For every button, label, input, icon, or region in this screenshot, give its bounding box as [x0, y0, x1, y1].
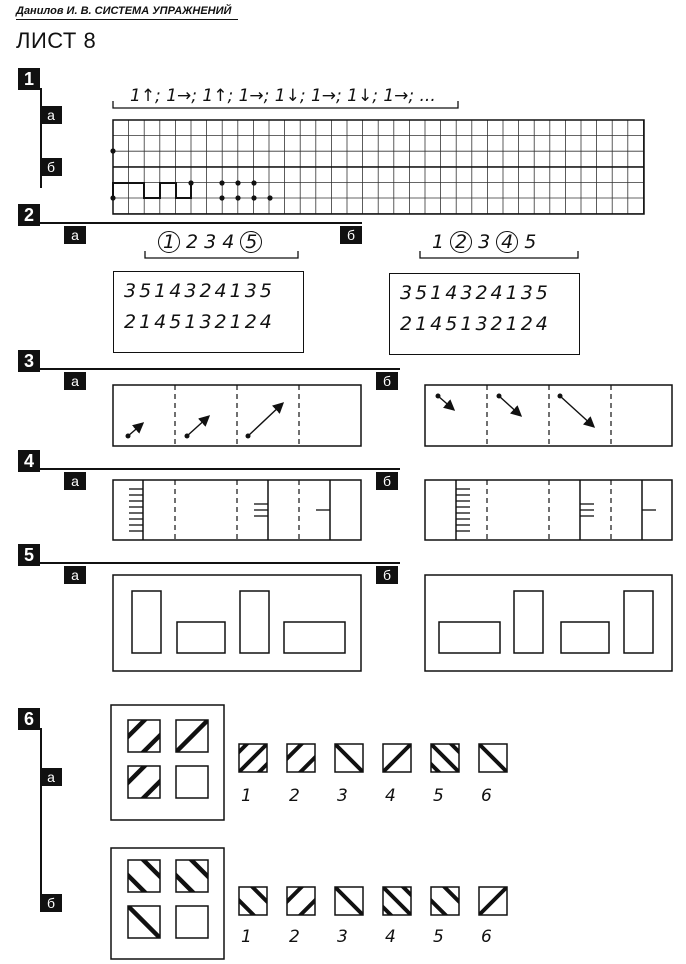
task-2-label-a: а	[64, 226, 86, 244]
digit-row-1: 3514324135	[124, 280, 275, 302]
digit-row-2: 2145132124	[124, 311, 275, 333]
sample-tile	[176, 766, 208, 798]
digit: 2	[186, 231, 199, 253]
task-4-number: 4	[18, 450, 40, 472]
task-5-rule	[40, 562, 400, 564]
answer-number: 2	[289, 786, 300, 806]
option-tile	[451, 859, 535, 943]
task-4-label-a: а	[64, 472, 86, 490]
task-4-label-b: б	[376, 472, 398, 490]
task-5-number: 5	[18, 544, 40, 566]
task-6-label-b: б	[40, 894, 62, 912]
answer-number: 5	[433, 927, 444, 947]
task-3-label-a: а	[64, 372, 86, 390]
task-1-label-b: б	[40, 158, 62, 176]
answer-number: 3	[337, 927, 348, 947]
task-5-label-b: б	[376, 566, 398, 584]
task-1-sequence: 1↑; 1→; 1↑; 1→; 1↓; 1→; 1↓; 1→; ...	[130, 86, 436, 106]
task-4-rule	[40, 468, 400, 470]
option-tile	[355, 716, 439, 800]
digit-row-2: 2145132124	[400, 313, 551, 335]
sample-tile	[176, 906, 208, 938]
task-3-rule	[40, 368, 400, 370]
task-2-a-box	[113, 271, 304, 353]
task-1-label-a: а	[40, 106, 62, 124]
option-tile	[307, 716, 391, 800]
answer-number: 5	[433, 786, 444, 806]
option-tile	[451, 716, 535, 800]
sample-tile	[136, 820, 247, 931]
sample-tile	[144, 700, 240, 784]
task-6-figures	[0, 700, 686, 964]
task-3-strips	[0, 380, 686, 450]
digit-circled: 1	[158, 231, 180, 253]
digit-circled: 5	[240, 231, 262, 253]
digit: 1	[432, 231, 445, 253]
answer-number: 6	[481, 786, 492, 806]
digit: 3	[478, 231, 491, 253]
digit-circled: 2	[450, 231, 472, 253]
answer-number: 2	[289, 927, 300, 947]
digit-row-1: 3514324135	[400, 282, 551, 304]
sheet-title: ЛИСТ 8	[16, 28, 97, 53]
task-2-rule	[40, 222, 362, 224]
task-1-number: 1	[18, 68, 40, 90]
task-2-label-b: б	[340, 226, 362, 244]
task-5-label-a: а	[64, 566, 86, 584]
task-4-strips	[0, 475, 686, 545]
answer-number: 4	[385, 786, 396, 806]
task-6-label-a: а	[40, 768, 62, 786]
digit: 4	[222, 231, 235, 253]
task-2-brackets	[0, 250, 686, 262]
task-5-rectangles	[0, 570, 686, 675]
answer-number: 1	[241, 927, 252, 947]
task-2-b-box	[389, 273, 580, 355]
option-tile	[307, 859, 391, 943]
sample-tile	[88, 820, 199, 931]
answer-number: 4	[385, 927, 396, 947]
digit-circled: 4	[496, 231, 518, 253]
author-line: Данилов И. В. СИСТЕМА УПРАЖНЕНИЙ	[16, 5, 238, 20]
task-3-number: 3	[18, 350, 40, 372]
digit: 5	[524, 231, 537, 253]
task-6-number: 6	[18, 708, 40, 730]
task-3-label-b: б	[376, 372, 398, 390]
answer-number: 6	[481, 927, 492, 947]
digit: 3	[204, 231, 217, 253]
task-1-grid	[0, 0, 686, 230]
answer-number: 1	[241, 786, 252, 806]
answer-number: 3	[337, 786, 348, 806]
task-2-number: 2	[18, 204, 40, 226]
